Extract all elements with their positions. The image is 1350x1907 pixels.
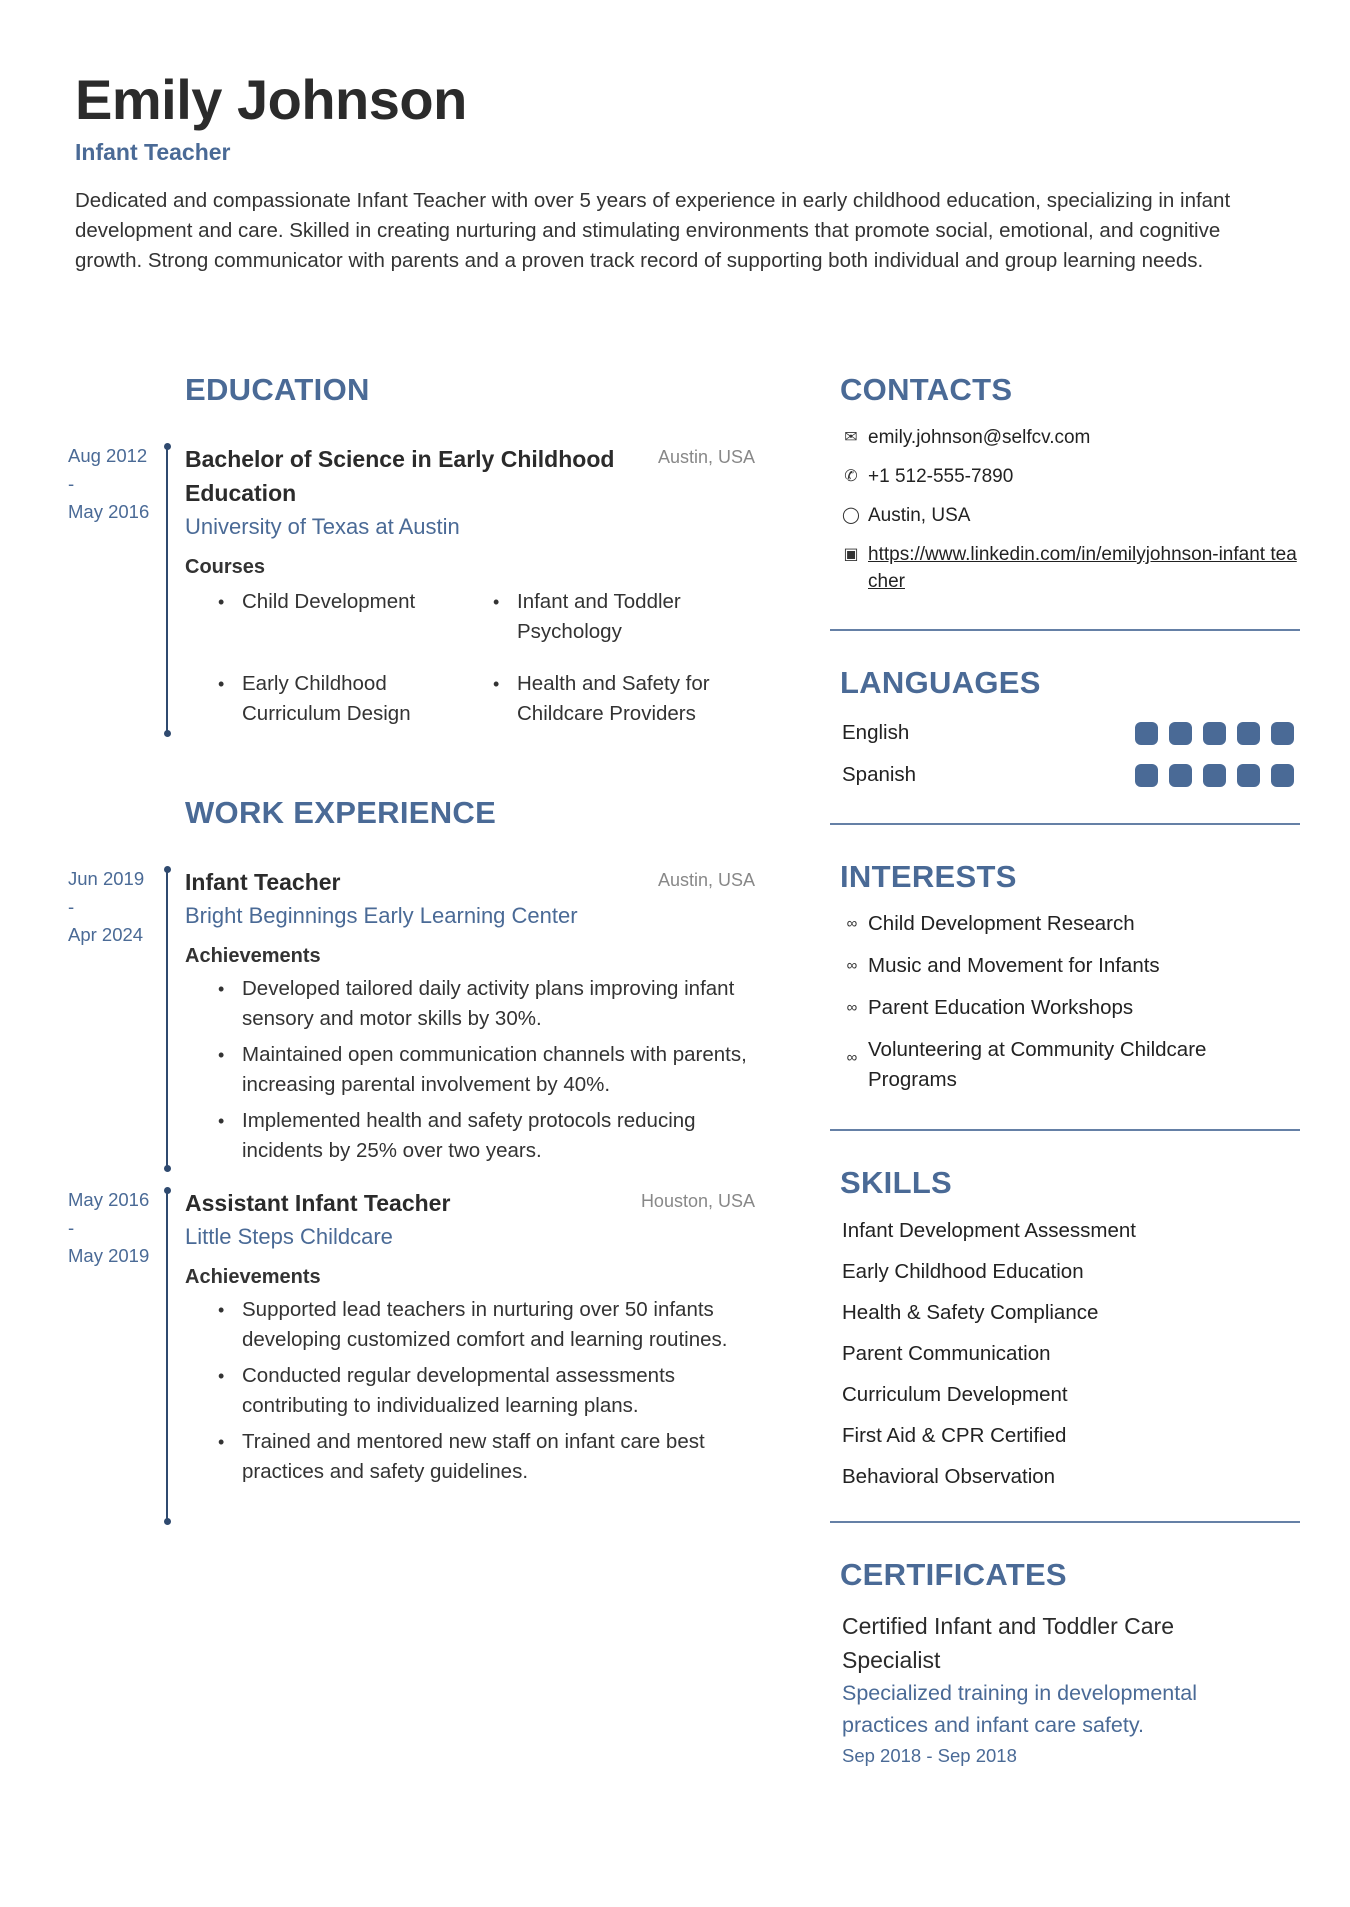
timeline-line — [166, 869, 168, 1169]
language-name: Spanish — [842, 763, 917, 786]
course-item: • Infant and Toddler Psychology — [460, 587, 735, 669]
language-name: English — [842, 721, 910, 744]
level-dot — [1271, 764, 1294, 787]
certificate-description: Specialized training in developmental practices and infant care safety. — [842, 1681, 1197, 1737]
section-divider — [830, 1521, 1300, 1523]
language-level — [1135, 764, 1294, 787]
section-divider — [830, 629, 1300, 631]
certificate-dates: Sep 2018 - Sep 2018 — [842, 1745, 1017, 1766]
company-name: Bright Beginnings Early Learning Center — [185, 903, 578, 928]
main-column — [0, 372, 770, 1493]
cycling-icon: ∞ — [846, 957, 858, 974]
achievement-item: • Trained and mentored new staff on infant care best practices and safety guidelines. — [185, 1427, 755, 1487]
achievements-list — [185, 1295, 755, 1487]
contact-linkedin[interactable] — [840, 541, 1300, 595]
profile-summary: Dedicated and compassionate Infant Teacher with over 5 years of experience in early childhood education, specializing in infant development and care. Skilled in creating nurturing and stimulating environments that promote social, emotional, and cognitive growth. Strong communicator with parents and a proven track record of supporting both individual and group learning needs. — [75, 189, 1231, 273]
education-heading: EDUCATION — [185, 372, 370, 407]
work-location: Austin, USA — [657, 870, 755, 890]
interests-section — [830, 859, 1300, 1095]
company-name: Little Steps Childcare — [185, 1224, 393, 1249]
level-dot — [1203, 764, 1226, 787]
education-entry — [0, 442, 770, 751]
achievement-item: • Implemented health and safety protocols reducing incidents by 25% over two years. — [185, 1106, 755, 1166]
level-dot — [1135, 722, 1158, 745]
course-item: • Health and Safety for Childcare Providers — [460, 669, 735, 751]
timeline-line — [166, 1190, 168, 1522]
skill-item: Parent Communication — [842, 1342, 1051, 1365]
role-title: Assistant Infant Teacher — [185, 1190, 451, 1216]
level-dot — [1203, 722, 1226, 745]
cycling-icon: ∞ — [846, 999, 858, 1016]
level-dot — [1271, 722, 1294, 745]
contact-location: ◯ Austin, USA — [840, 502, 1300, 529]
courses-list — [185, 587, 755, 751]
cycling-icon: ∞ — [846, 915, 858, 932]
phone-icon: ✆ — [844, 468, 858, 485]
interest-item: ∞ Volunteering at Community Childcare Programs — [840, 1035, 1300, 1095]
achievement-item: • Supported lead teachers in nurturing over 50 infants developing customized comfort and learning routines. — [185, 1295, 755, 1355]
education-dates: Aug 2012 - May 2016 — [68, 445, 150, 522]
contacts-section — [830, 372, 1300, 595]
certificates-section — [830, 1557, 1300, 1767]
contact-phone[interactable]: ✆ +1 512-555-7890 — [840, 463, 1300, 490]
skill-item: Behavioral Observation — [842, 1465, 1056, 1488]
linkedin-link[interactable]: https://www.linkedin.com/in/emilyjohnson-infant teacher — [868, 544, 1297, 592]
contacts-heading: CONTACTS — [840, 372, 1013, 407]
achievement-item: • Developed tailored daily activity plans improving infant sensory and motor skills by 30%. — [185, 974, 755, 1034]
interest-item: ∞ Parent Education Workshops — [840, 993, 1300, 1023]
candidate-name: Emily Johnson — [75, 68, 467, 131]
cycling-icon: ∞ — [846, 1049, 858, 1066]
sidebar-column — [830, 372, 1300, 1767]
level-dot — [1237, 722, 1260, 745]
languages-section — [830, 665, 1300, 789]
timeline-line — [166, 446, 168, 734]
certificate-title: Certified Infant and Toddler Care Specialist — [842, 1613, 1174, 1673]
interests-heading: INTERESTS — [840, 859, 1017, 894]
globe-icon: ◯ — [842, 507, 860, 524]
resume-header — [75, 66, 1285, 276]
work-heading: WORK EXPERIENCE — [185, 795, 497, 830]
work-dates: May 2016 - May 2019 — [68, 1189, 150, 1266]
course-item: • Early Childhood Curriculum Design — [185, 669, 460, 751]
achievements-label: Achievements — [185, 945, 321, 967]
skills-heading: SKILLS — [840, 1165, 953, 1200]
skill-item: Curriculum Development — [842, 1383, 1068, 1406]
achievements-label: Achievements — [185, 1266, 321, 1288]
work-dates: Jun 2019 - Apr 2024 — [68, 868, 145, 945]
interest-item: ∞ Child Development Research — [840, 909, 1300, 939]
level-dot — [1237, 764, 1260, 787]
skill-item: First Aid & CPR Certified — [842, 1424, 1067, 1447]
skill-item: Health & Safety Compliance — [842, 1301, 1099, 1324]
level-dot — [1135, 764, 1158, 787]
language-row — [840, 761, 1300, 789]
achievements-list — [185, 974, 755, 1166]
level-dot — [1169, 764, 1192, 787]
education-location: Austin, USA — [657, 447, 755, 467]
languages-heading: LANGUAGES — [840, 665, 1041, 700]
interest-item: ∞ Music and Movement for Infants — [840, 951, 1300, 981]
skill-item: Infant Development Assessment — [842, 1219, 1136, 1242]
certificates-heading: CERTIFICATES — [840, 1557, 1067, 1592]
level-dot — [1169, 722, 1192, 745]
language-row — [840, 719, 1300, 747]
achievement-item: • Conducted regular developmental assessments contributing to individualized learning plans. — [185, 1361, 755, 1421]
work-entry — [0, 1186, 770, 1487]
section-divider — [830, 1129, 1300, 1131]
contact-email[interactable]: ✉ emily.johnson@selfcv.com — [840, 424, 1300, 451]
course-item: • Child Development — [185, 587, 460, 669]
linkedin-icon: ▣ — [843, 546, 859, 563]
degree-title: Bachelor of Science in Early Childhood Education — [185, 446, 615, 506]
courses-label: Courses — [185, 556, 266, 578]
school-name: University of Texas at Austin — [185, 514, 460, 539]
language-level — [1135, 722, 1294, 745]
skills-section — [830, 1165, 1300, 1491]
job-title: Infant Teacher — [75, 139, 231, 166]
section-divider — [830, 823, 1300, 825]
achievement-item: • Maintained open communication channels with parents, increasing parental involvement by 40%. — [185, 1040, 755, 1100]
work-location: Houston, USA — [640, 1191, 755, 1211]
envelope-icon: ✉ — [844, 429, 858, 446]
role-title: Infant Teacher — [185, 869, 341, 895]
work-entry — [0, 865, 770, 1166]
skill-item: Early Childhood Education — [842, 1260, 1084, 1283]
